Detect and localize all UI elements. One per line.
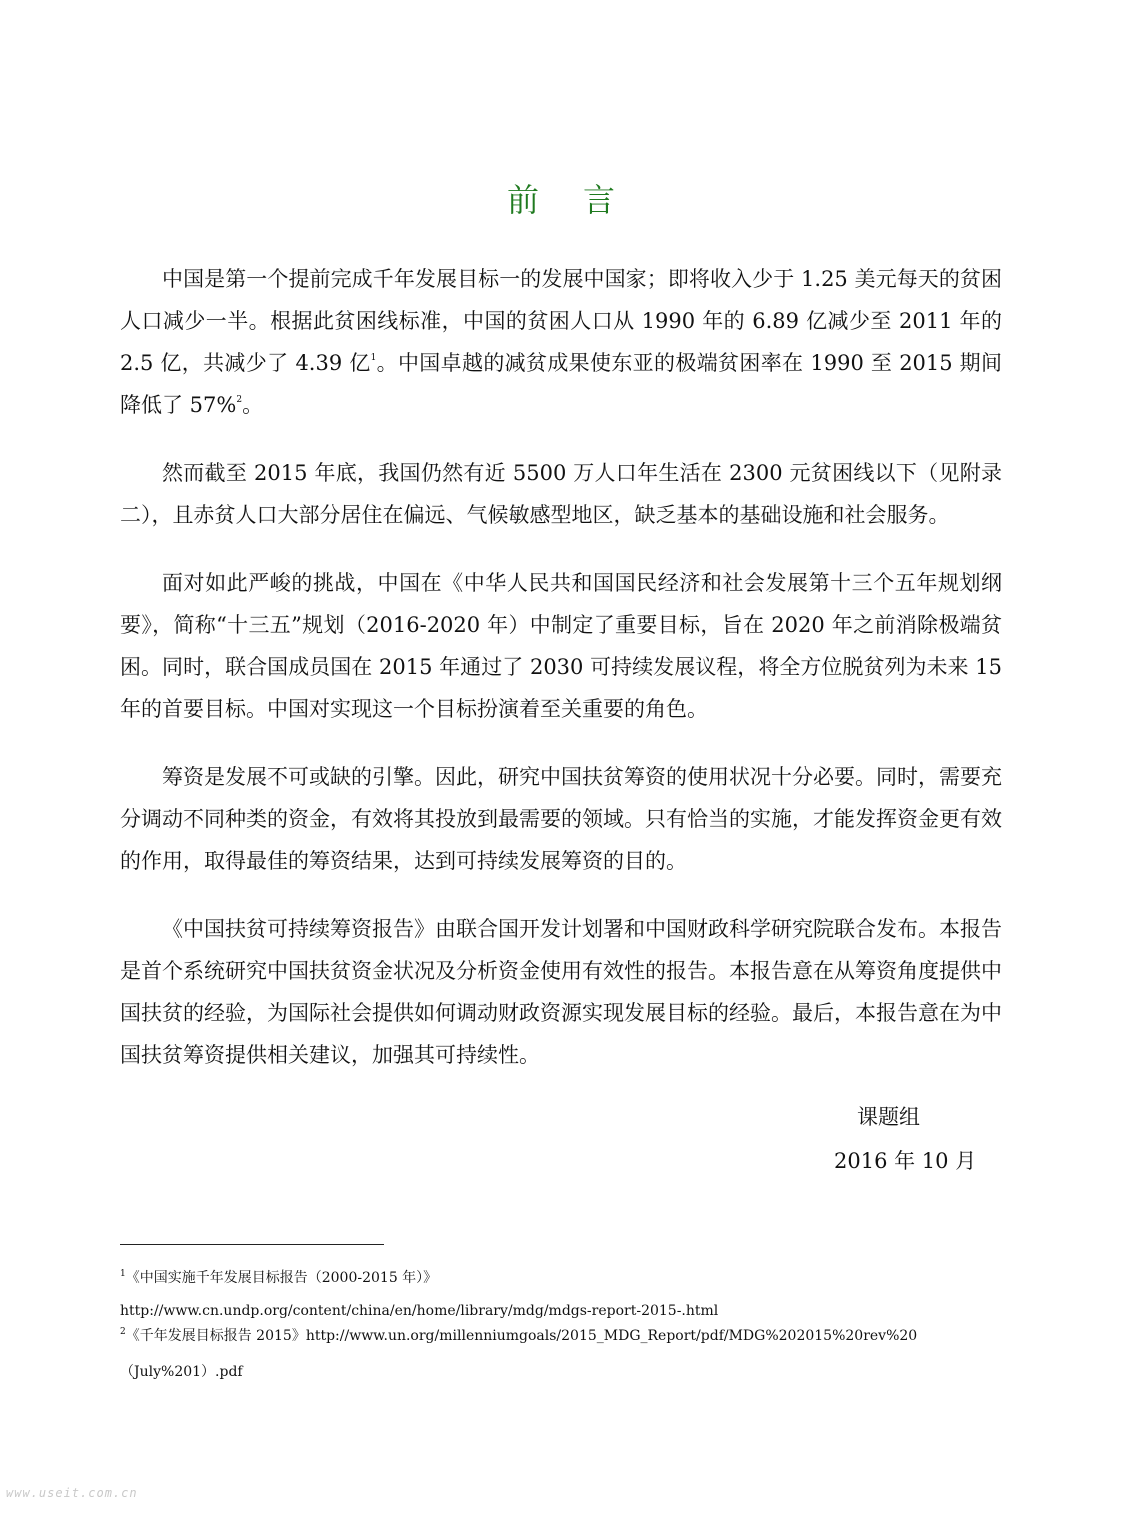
paragraph-1-text-a: 中国是第一个提前完成千年发展目标一的发展中国家；即将收入少于 1.25 美元每天的贫困人口减少一半。根据此贫困线标准，中国的贫困人口从 1990 年的 6.89 亿减少至 2011 年的 2.5 亿，共减少了 4.39 亿	[120, 267, 1002, 375]
footnote-1-number: 1	[120, 1269, 126, 1279]
footnote-2-line	[120, 1326, 1020, 1346]
watermark: www.useit.com.cn	[6, 1486, 138, 1500]
footnote-1-title	[120, 1268, 1020, 1288]
footnote-2-number: 2	[120, 1327, 126, 1337]
paragraph-4: 筹资是发展不可或缺的引擎。因此，研究中国扶贫筹资的使用状况十分必要。同时，需要充分调动不同种类的资金，有效将其投放到最需要的领域。只有恰当的实施，才能发挥资金更有效的作用，取得最佳的筹资结果，达到可持续发展筹资的目的。	[120, 765, 1002, 873]
footnote-divider	[120, 1244, 384, 1245]
paragraph-1-text-c: 。	[242, 393, 264, 417]
footnote-1-title-text: 《中国实施千年发展目标报告（2000-2015 年）》	[125, 1270, 438, 1286]
footnote-2-link[interactable]: http://www.un.org/millenniumgoals/2015_MDG_Report/pdf/MDG%202015%20rev%20	[305, 1328, 918, 1344]
footnote-1-link[interactable]: http://www.cn.undp.org/content/china/en/home/library/mdg/mdgs-report-2015-.html	[120, 1303, 719, 1319]
footnote-ref-2: 2	[236, 395, 243, 405]
paragraph-3: 面对如此严峻的挑战，中国在《中华人民共和国国民经济和社会发展第十三个五年规划纲要》，简称“十三五”规划（2016-2020 年）中制定了重要目标，旨在 2020 年之前消除极端贫困。同时，联合国成员国在 2015 年通过了 2030 可持续发展议程，将全方位脱贫列为未来 15 年的首要目标。中国对实现这一个目标扮演着至关重要的角色。	[120, 571, 1002, 721]
paragraph-5: 《中国扶贫可持续筹资报告》由联合国开发计划署和中国财政科学研究院联合发布。本报告是首个系统研究中国扶贫资金状况及分析资金使用有效性的报告。本报告意在从筹资角度提供中国扶贫的经验，为国际社会提供如何调动财政资源实现发展目标的经验。最后，本报告意在为中国扶贫筹资提供相关建议，加强其可持续性。	[120, 917, 1002, 1067]
footnote-ref-1: 1	[370, 353, 377, 363]
footnote-2-link-continuation[interactable]: （July%201）.pdf	[120, 1364, 243, 1380]
footnote-2-title-text: 《千年发展目标报告 2015》	[125, 1328, 306, 1344]
paragraph-2: 然而截至 2015 年底，我国仍然有近 5500 万人口年生活在 2300 元贫困线以下（见附录二），且赤贫人口大部分居住在偏远、气候敏感型地区，缺乏基本的基础设施和社会服务。	[120, 461, 1002, 527]
signature-group: 课题组	[857, 1105, 920, 1129]
signature-date: 2016 年 10 月	[834, 1149, 977, 1173]
paragraph-1	[120, 258, 1002, 426]
paragraph-1-text-b: 。中国卓越的减贫成果使东亚的极端贫困率在 1990 至 2015 期间降低了 57%	[120, 351, 1002, 417]
page-title: 前言	[506, 181, 659, 219]
